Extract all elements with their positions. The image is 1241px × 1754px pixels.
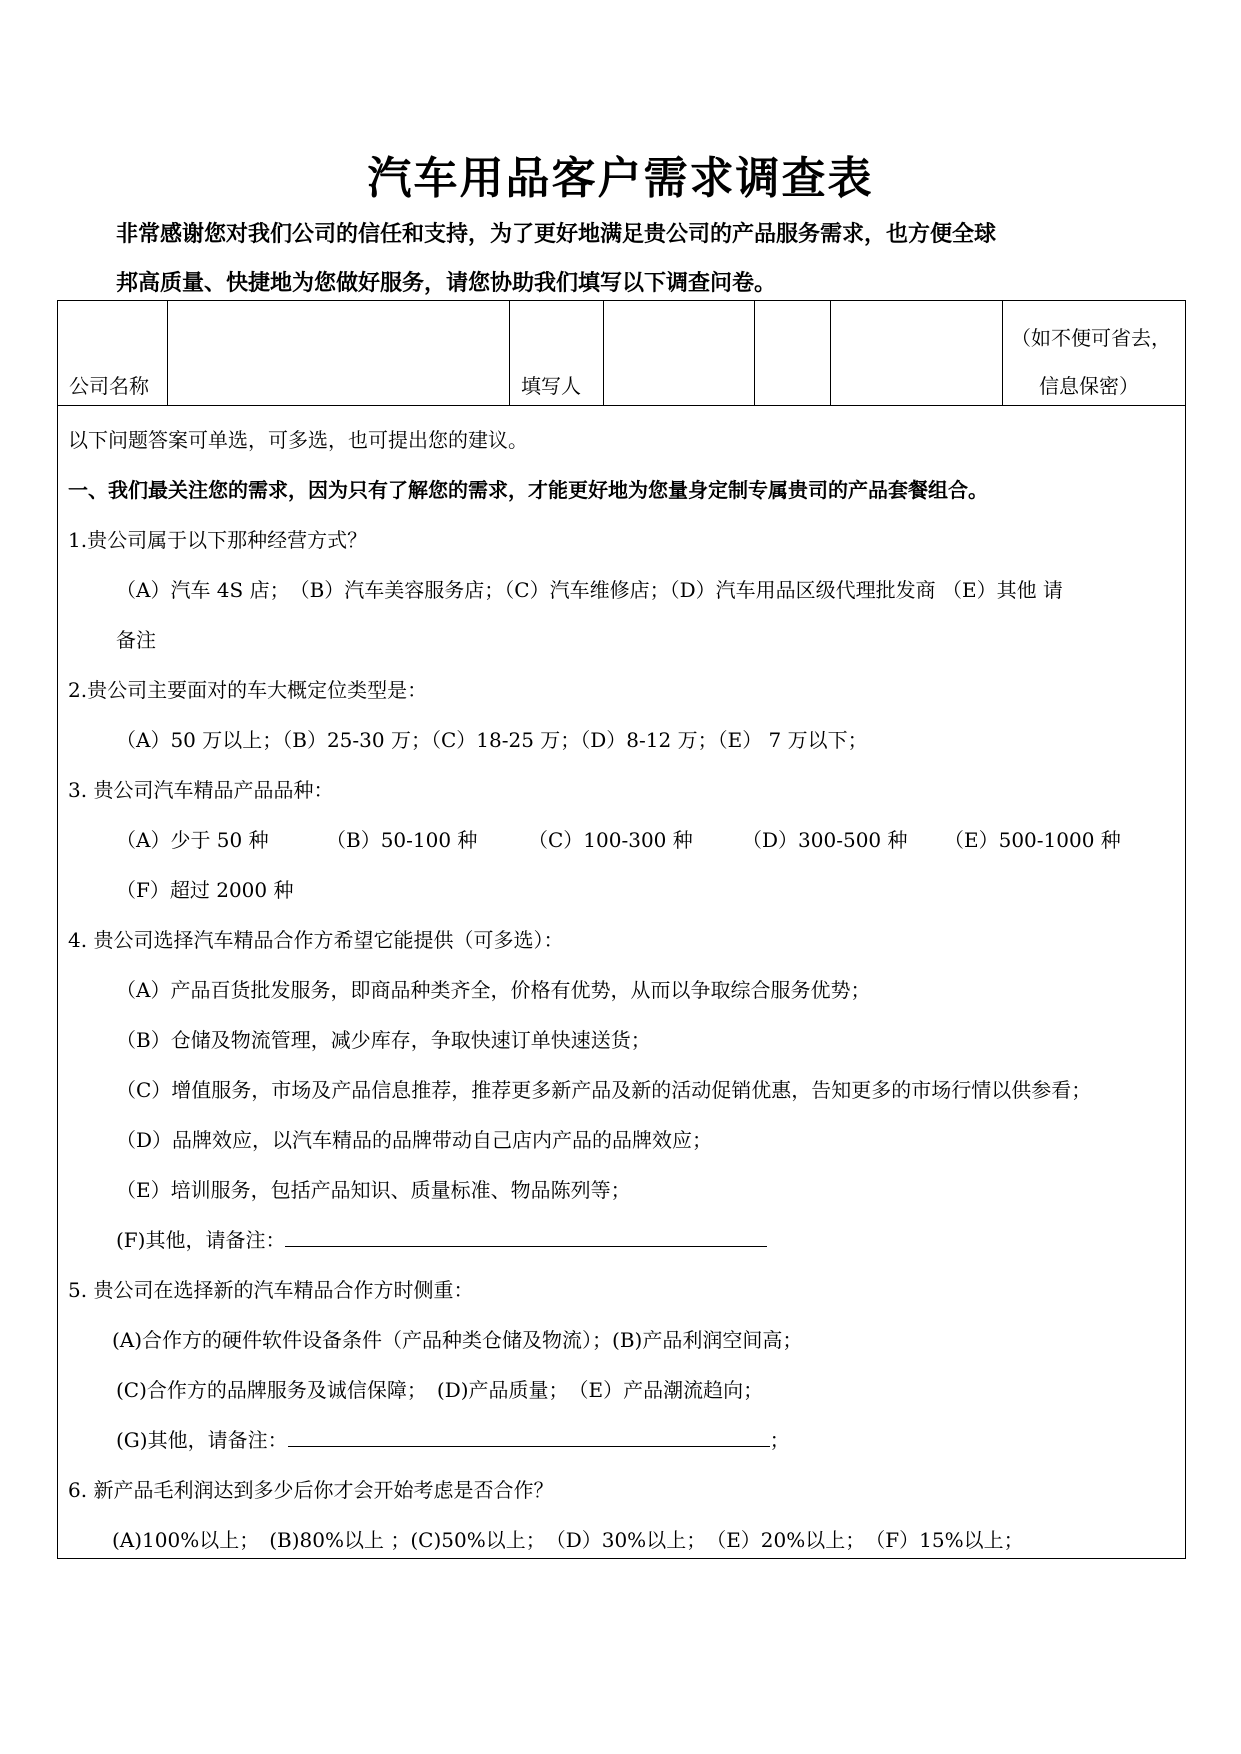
question-1: 1.贵公司属于以下那种经营方式？ xyxy=(68,528,368,552)
q3-option[interactable]: （B）50-100 种 xyxy=(326,828,478,852)
q5-other-input[interactable] xyxy=(288,1426,770,1447)
contact-label-cell xyxy=(760,302,826,402)
col-divider xyxy=(167,300,168,406)
col-divider xyxy=(603,300,604,406)
q1-options-cont: 备注 xyxy=(116,628,156,652)
q5-options-line-2: (C)合作方的品牌服务及诚信保障； (D)产品质量； （E）产品潮流趋向； xyxy=(116,1378,764,1402)
q3-option[interactable]: （D）300-500 种 xyxy=(742,828,908,852)
q4-option[interactable]: （A）产品百货批发服务，即商品种类齐全，价格有优势，从而以争取综合服务优势； xyxy=(116,978,871,1002)
q1-options: （A）汽车 4S 店； （B）汽车美容服务店；（C）汽车维修店；（D）汽车用品区级代理批发商 （E）其他 请 xyxy=(116,578,1063,602)
company-name-label: 公司名称 xyxy=(69,374,149,398)
question-4: 4. 贵公司选择汽车精品合作方希望它能提供（可多选）： xyxy=(68,928,564,952)
q3-option[interactable]: （C）100-300 种 xyxy=(528,828,693,852)
intro-line-1: 非常感谢您对我们公司的信任和支持，为了更好地满足贵公司的产品服务需求，也方便全球 xyxy=(116,222,997,247)
privacy-note-line-1: （如不便可省去， xyxy=(1011,326,1171,350)
q4-option[interactable]: （C）增值服务，市场及产品信息推荐，推荐更多新产品及新的活动促销优惠，告知更多的市场行情以供参看； xyxy=(116,1078,1092,1102)
company-name-field[interactable] xyxy=(173,302,503,402)
q5-other-end: ； xyxy=(769,1428,790,1452)
privacy-note-line-2: 信息保密） xyxy=(1039,374,1139,398)
question-2: 2.贵公司主要面对的车大概定位类型是： xyxy=(68,678,428,702)
header-row xyxy=(57,300,1186,406)
q3-option[interactable]: （E）500-1000 种 xyxy=(944,828,1121,852)
col-divider xyxy=(754,300,755,406)
q4-other-label: (F)其他，请备注： xyxy=(116,1228,286,1252)
q4-other xyxy=(116,1224,767,1253)
question-3: 3. 贵公司汽车精品产品品种： xyxy=(68,778,334,802)
q5-other xyxy=(116,1424,790,1453)
section-heading: 一、我们最关注您的需求，因为只有了解您的需求，才能更好地为您量身定制专属贵司的产品套餐组合。 xyxy=(68,478,988,502)
contact-field[interactable] xyxy=(836,302,996,402)
col-divider xyxy=(1002,300,1003,406)
q6-options: (A)100%以上； (B)80%以上 ；(C)50%以上； （D）30%以上； （E）20%以上； （F）15%以上； xyxy=(112,1528,1024,1552)
q5-other-label: (G)其他，请备注： xyxy=(116,1428,288,1452)
col-divider xyxy=(509,300,510,406)
q3-option[interactable]: （A）少于 50 种 xyxy=(116,828,269,852)
col-divider xyxy=(830,300,831,406)
filler-field[interactable] xyxy=(609,302,749,402)
q5-options-line-1: (A)合作方的硬件软件设备条件（产品种类仓储及物流）；(B)产品利润空间高； xyxy=(112,1328,803,1352)
page-title: 汽车用品客户需求调查表 xyxy=(367,153,874,204)
intro-line-2: 邦高质量、快捷地为您做好服务，请您协助我们填写以下调查问卷。 xyxy=(116,271,777,296)
question-5: 5. 贵公司在选择新的汽车精品合作方时侧重： xyxy=(68,1278,474,1302)
q4-option[interactable]: （E）培训服务，包括产品知识、质量标准、物品陈列等； xyxy=(116,1178,631,1202)
question-6: 6. 新产品毛利润达到多少后你才会开始考虑是否合作？ xyxy=(68,1478,554,1502)
q3-option[interactable]: （F）超过 2000 种 xyxy=(116,878,294,902)
instructions: 以下问题答案可单选，可多选，也可提出您的建议。 xyxy=(68,428,528,452)
q2-options: （A）50 万以上；（B）25-30 万；（C）18-25 万；（D）8-12 万；（E） 7 万以下； xyxy=(116,728,868,752)
q4-option[interactable]: （B）仓储及物流管理，减少库存，争取快速订单快速送货； xyxy=(116,1028,651,1052)
q4-other-input[interactable] xyxy=(285,1226,767,1247)
filler-label: 填写人 xyxy=(521,374,581,398)
q4-option[interactable]: （D）品牌效应，以汽车精品的品牌带动自己店内产品的品牌效应； xyxy=(116,1128,713,1152)
